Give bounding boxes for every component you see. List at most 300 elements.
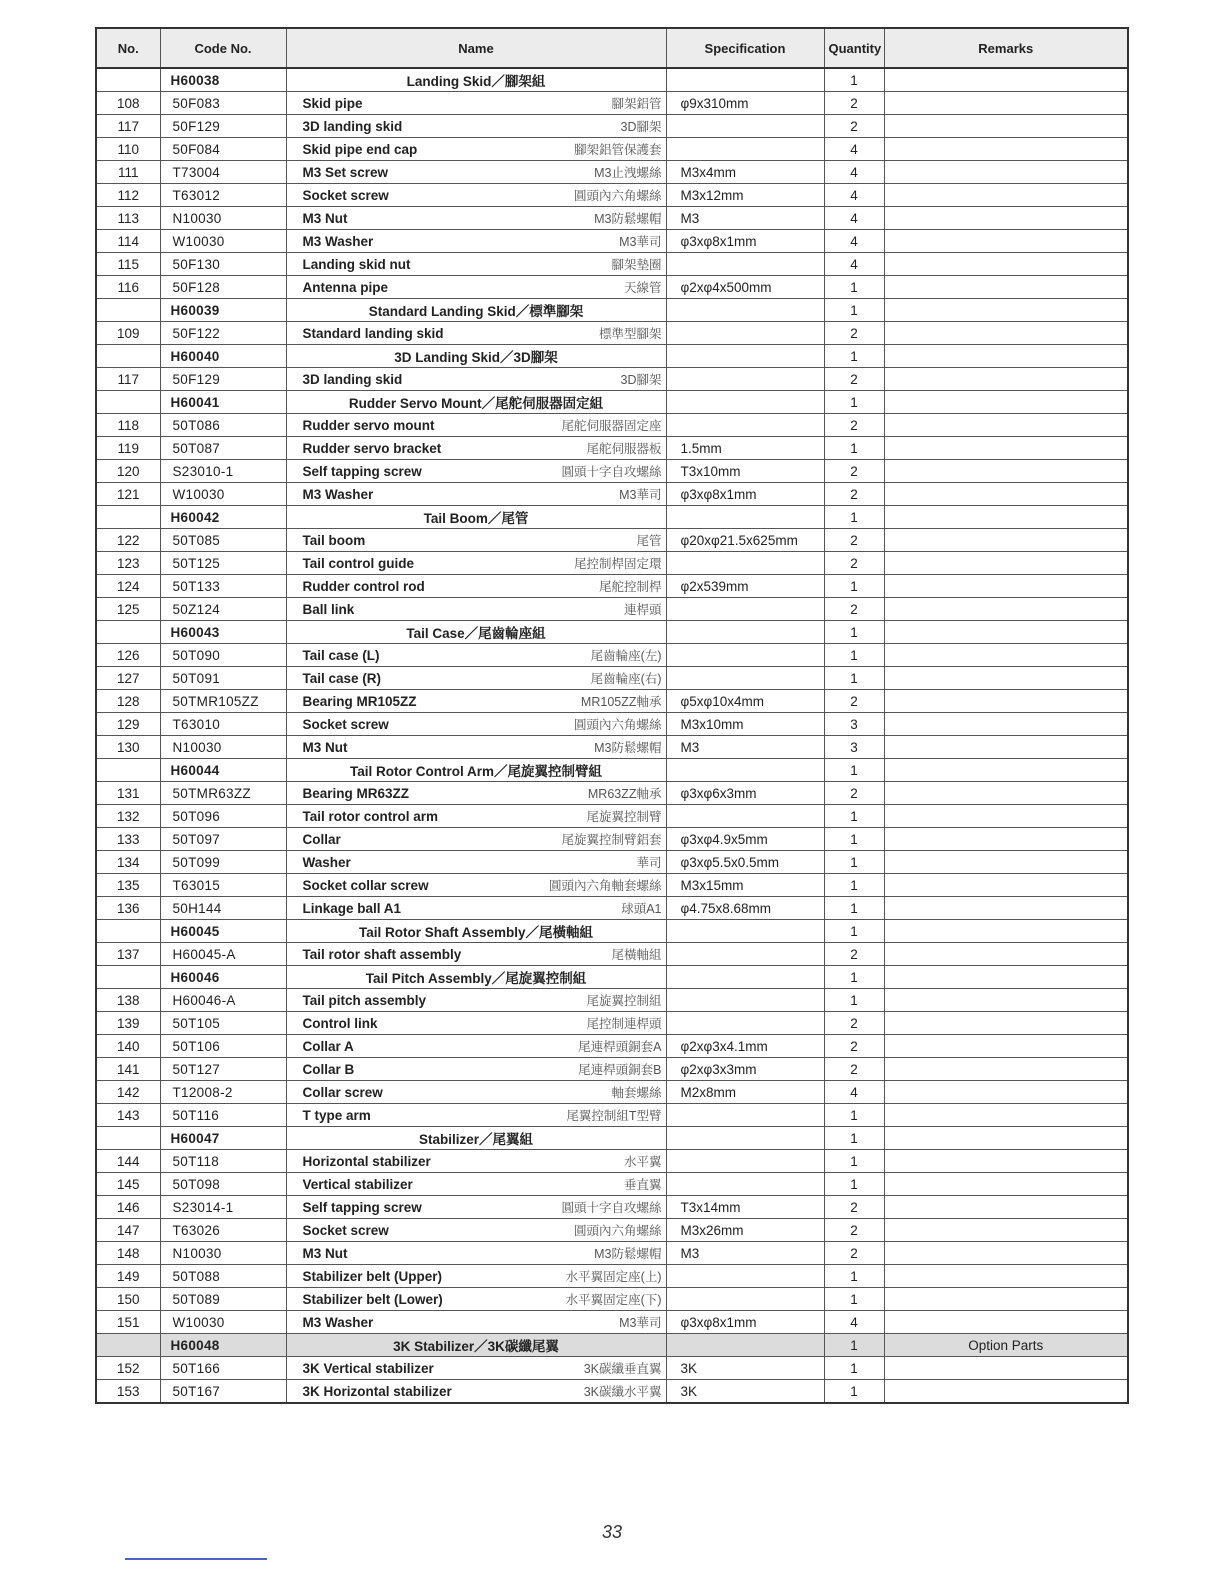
part-name-english: M3 Set screw	[302, 165, 389, 180]
part-name-cell	[286, 322, 666, 345]
part-remarks-cell	[884, 161, 1128, 184]
part-name-cell	[286, 1150, 666, 1173]
group-header-row	[96, 299, 1128, 322]
part-name-english: M3 Nut	[302, 211, 348, 226]
part-remarks-cell	[884, 483, 1128, 506]
group-code: H60038	[160, 68, 286, 92]
part-name-chinese: 連桿頭	[623, 603, 662, 617]
part-spec: 3K	[666, 1380, 824, 1404]
part-no: 125	[96, 598, 160, 621]
group-no-cell	[96, 299, 160, 322]
part-name-chinese: MR63ZZ軸承	[587, 787, 662, 801]
part-name-cell	[286, 92, 666, 115]
part-no: 108	[96, 92, 160, 115]
part-code: 50F122	[160, 322, 286, 345]
part-name-chinese: 垂直翼	[623, 1178, 662, 1192]
part-quantity: 4	[824, 230, 884, 253]
part-spec: φ3xφ5.5x0.5mm	[666, 851, 824, 874]
part-no: 128	[96, 690, 160, 713]
part-row	[96, 207, 1128, 230]
part-row	[96, 230, 1128, 253]
part-row	[96, 115, 1128, 138]
part-remarks-cell	[884, 138, 1128, 161]
group-spec-cell	[666, 1127, 824, 1150]
part-no: 140	[96, 1035, 160, 1058]
part-name-chinese: 尾管	[636, 534, 662, 548]
group-spec-cell	[666, 1334, 824, 1357]
part-name-cell	[286, 437, 666, 460]
part-no: 126	[96, 644, 160, 667]
part-row	[96, 1081, 1128, 1104]
part-name	[291, 1060, 662, 1078]
part-row	[96, 782, 1128, 805]
part-name-cell	[286, 230, 666, 253]
part-remarks-cell	[884, 1265, 1128, 1288]
part-quantity: 1	[824, 851, 884, 874]
part-remarks-cell	[884, 230, 1128, 253]
part-name-english: Self tapping screw	[302, 1200, 422, 1215]
part-no: 111	[96, 161, 160, 184]
group-quantity: 1	[824, 621, 884, 644]
part-quantity: 2	[824, 414, 884, 437]
part-name-cell	[286, 1380, 666, 1404]
part-row	[96, 184, 1128, 207]
part-spec: φ2xφ3x4.1mm	[666, 1035, 824, 1058]
part-row	[96, 322, 1128, 345]
part-name-chinese: 圓頭內六角螺絲	[573, 1224, 662, 1238]
part-name	[291, 163, 662, 181]
part-remarks-cell	[884, 322, 1128, 345]
part-no: 117	[96, 368, 160, 391]
part-name-cell	[286, 828, 666, 851]
group-header-row	[96, 920, 1128, 943]
part-row	[96, 805, 1128, 828]
group-no-cell	[96, 345, 160, 368]
part-spec: φ4.75x8.68mm	[666, 897, 824, 920]
part-name	[291, 94, 662, 112]
part-quantity: 1	[824, 1357, 884, 1380]
part-spec: M3x26mm	[666, 1219, 824, 1242]
part-name	[291, 876, 662, 894]
part-code: S23014-1	[160, 1196, 286, 1219]
part-code: 50T106	[160, 1035, 286, 1058]
part-spec	[666, 414, 824, 437]
part-no: 118	[96, 414, 160, 437]
part-name-chinese: 尾旋翼控制臂	[586, 810, 662, 824]
part-name	[291, 853, 662, 871]
part-code: 50T118	[160, 1150, 286, 1173]
part-name-chinese: 尾旋翼控制組	[586, 994, 662, 1008]
part-name-english: 3K Vertical stabilizer	[302, 1361, 434, 1376]
part-name-english: Ball link	[302, 602, 355, 617]
part-row	[96, 1288, 1128, 1311]
part-name-chinese: 尾連桿頭銅套B	[578, 1063, 662, 1077]
part-name-cell	[286, 989, 666, 1012]
part-name	[291, 1037, 662, 1055]
group-title: Tail Case／尾齒輪座組	[286, 621, 666, 644]
part-no: 147	[96, 1219, 160, 1242]
part-spec: φ5xφ10x4mm	[666, 690, 824, 713]
group-quantity: 1	[824, 68, 884, 92]
part-spec: T3x14mm	[666, 1196, 824, 1219]
part-no: 110	[96, 138, 160, 161]
part-row	[96, 1311, 1128, 1334]
part-quantity: 1	[824, 828, 884, 851]
group-no-cell	[96, 966, 160, 989]
part-spec: φ2x539mm	[666, 575, 824, 598]
part-name-english: Standard landing skid	[302, 326, 444, 341]
part-quantity: 2	[824, 782, 884, 805]
part-name	[291, 1221, 662, 1239]
part-name-cell	[286, 1035, 666, 1058]
part-name-cell	[286, 1012, 666, 1035]
part-row	[96, 1150, 1128, 1173]
part-name-english: 3D landing skid	[302, 119, 403, 134]
part-name-cell	[286, 598, 666, 621]
part-no: 116	[96, 276, 160, 299]
part-quantity: 1	[824, 644, 884, 667]
part-name-chinese: 圓頭內六角螺絲	[573, 718, 662, 732]
part-quantity: 1	[824, 1288, 884, 1311]
part-row	[96, 667, 1128, 690]
group-title: 3D Landing Skid／3D腳架	[286, 345, 666, 368]
part-code: N10030	[160, 736, 286, 759]
part-spec	[666, 322, 824, 345]
part-quantity: 1	[824, 575, 884, 598]
part-no: 130	[96, 736, 160, 759]
part-name-cell	[286, 1219, 666, 1242]
group-header-row	[96, 345, 1128, 368]
part-quantity: 2	[824, 943, 884, 966]
part-name	[291, 416, 662, 434]
part-remarks-cell	[884, 1012, 1128, 1035]
part-remarks-cell	[884, 989, 1128, 1012]
part-no: 141	[96, 1058, 160, 1081]
part-name-cell	[286, 897, 666, 920]
part-code: T63026	[160, 1219, 286, 1242]
group-no-cell	[96, 391, 160, 414]
group-spec-cell	[666, 920, 824, 943]
part-remarks-cell	[884, 1311, 1128, 1334]
part-remarks-cell	[884, 1380, 1128, 1404]
group-remarks	[884, 920, 1128, 943]
part-code: 50T096	[160, 805, 286, 828]
part-spec: φ3xφ8x1mm	[666, 230, 824, 253]
part-no: 124	[96, 575, 160, 598]
part-name	[291, 209, 662, 227]
group-no-cell	[96, 1127, 160, 1150]
part-spec	[666, 115, 824, 138]
part-no: 137	[96, 943, 160, 966]
part-name	[291, 554, 662, 572]
part-name-cell	[286, 690, 666, 713]
part-name-chinese: 華司	[636, 856, 662, 870]
group-header-row	[96, 1334, 1128, 1357]
group-quantity: 1	[824, 920, 884, 943]
group-remarks	[884, 68, 1128, 92]
part-name	[291, 186, 662, 204]
part-remarks-cell	[884, 1196, 1128, 1219]
group-remarks: Option Parts	[884, 1334, 1128, 1357]
header-code: Code No.	[160, 28, 286, 68]
part-name-english: Vertical stabilizer	[302, 1177, 413, 1192]
part-no: 151	[96, 1311, 160, 1334]
part-name	[291, 830, 662, 848]
part-spec: φ2xφ4x500mm	[666, 276, 824, 299]
part-code: N10030	[160, 1242, 286, 1265]
part-no: 113	[96, 207, 160, 230]
group-no-cell	[96, 759, 160, 782]
part-spec: M3	[666, 736, 824, 759]
part-row	[96, 1035, 1128, 1058]
part-row	[96, 1012, 1128, 1035]
part-name-chinese: 尾齒輪座(左)	[590, 649, 662, 663]
part-code: 50Z124	[160, 598, 286, 621]
part-no: 143	[96, 1104, 160, 1127]
group-header-row	[96, 506, 1128, 529]
part-quantity: 2	[824, 460, 884, 483]
part-name	[291, 531, 662, 549]
part-name	[291, 1175, 662, 1193]
part-name-cell	[286, 713, 666, 736]
part-name-cell	[286, 253, 666, 276]
group-remarks	[884, 621, 1128, 644]
part-name-cell	[286, 1242, 666, 1265]
part-no: 153	[96, 1380, 160, 1404]
part-spec	[666, 138, 824, 161]
part-name	[291, 715, 662, 733]
part-name	[291, 600, 662, 618]
part-name-english: Rudder servo mount	[302, 418, 435, 433]
part-remarks-cell	[884, 805, 1128, 828]
group-no-cell	[96, 621, 160, 644]
part-quantity: 4	[824, 253, 884, 276]
group-remarks	[884, 506, 1128, 529]
part-name-english: Skid pipe end cap	[302, 142, 418, 157]
part-name-chinese: M3防鬆螺帽	[594, 741, 662, 755]
part-remarks-cell	[884, 1219, 1128, 1242]
part-no: 109	[96, 322, 160, 345]
group-no-cell	[96, 1334, 160, 1357]
part-remarks-cell	[884, 184, 1128, 207]
part-code: 50T098	[160, 1173, 286, 1196]
part-row	[96, 644, 1128, 667]
part-quantity: 1	[824, 276, 884, 299]
part-quantity: 1	[824, 805, 884, 828]
part-no: 115	[96, 253, 160, 276]
part-name	[291, 278, 662, 296]
part-remarks-cell	[884, 460, 1128, 483]
part-row	[96, 437, 1128, 460]
part-name	[291, 1267, 662, 1285]
group-title: Standard Landing Skid／標準腳架	[286, 299, 666, 322]
part-name-cell	[286, 575, 666, 598]
part-code: H60046-A	[160, 989, 286, 1012]
part-remarks-cell	[884, 253, 1128, 276]
part-name-chinese: M3防鬆螺帽	[594, 212, 662, 226]
part-name	[291, 1359, 662, 1377]
part-no: 132	[96, 805, 160, 828]
part-name-english: Tail control guide	[302, 556, 415, 571]
part-remarks-cell	[884, 1058, 1128, 1081]
part-name-chinese: 尾控制連桿頭	[586, 1017, 662, 1031]
part-no: 136	[96, 897, 160, 920]
part-name-chinese: 3K碳纖水平翼	[583, 1385, 662, 1399]
part-no: 112	[96, 184, 160, 207]
part-remarks-cell	[884, 437, 1128, 460]
part-no: 131	[96, 782, 160, 805]
part-name-english: Skid pipe	[302, 96, 363, 111]
group-code: H60047	[160, 1127, 286, 1150]
part-remarks-cell	[884, 598, 1128, 621]
part-name-cell	[286, 529, 666, 552]
part-spec: M3	[666, 207, 824, 230]
part-spec	[666, 989, 824, 1012]
part-name-english: Control link	[302, 1016, 378, 1031]
parts-table	[95, 27, 1129, 1404]
part-quantity: 1	[824, 1173, 884, 1196]
part-remarks-cell	[884, 575, 1128, 598]
part-code: 50T125	[160, 552, 286, 575]
part-row	[96, 575, 1128, 598]
part-row	[96, 828, 1128, 851]
part-spec: M3x4mm	[666, 161, 824, 184]
part-row	[96, 368, 1128, 391]
part-name-english: 3K Horizontal stabilizer	[302, 1384, 452, 1399]
part-name-english: Socket collar screw	[302, 878, 429, 893]
part-row	[96, 943, 1128, 966]
part-name-english: Rudder servo bracket	[302, 441, 442, 456]
part-remarks-cell	[884, 92, 1128, 115]
part-remarks-cell	[884, 368, 1128, 391]
part-quantity: 2	[824, 115, 884, 138]
part-remarks-cell	[884, 851, 1128, 874]
part-quantity: 2	[824, 368, 884, 391]
part-code: 50T086	[160, 414, 286, 437]
group-remarks	[884, 759, 1128, 782]
part-spec	[666, 1012, 824, 1035]
group-code: H60048	[160, 1334, 286, 1357]
group-code: H60043	[160, 621, 286, 644]
group-code: H60045	[160, 920, 286, 943]
part-name-chinese: 圓頭內六角軸套螺絲	[548, 879, 662, 893]
part-row	[96, 1380, 1128, 1404]
part-row	[96, 460, 1128, 483]
part-name-cell	[286, 805, 666, 828]
part-name-english: Bearing MR105ZZ	[302, 694, 417, 709]
part-spec: M3x15mm	[666, 874, 824, 897]
header-row	[96, 28, 1128, 68]
part-code: 50F084	[160, 138, 286, 161]
part-quantity: 2	[824, 598, 884, 621]
part-code: 50T116	[160, 1104, 286, 1127]
part-row	[96, 736, 1128, 759]
part-row	[96, 253, 1128, 276]
part-quantity: 1	[824, 1150, 884, 1173]
part-name-english: Socket screw	[302, 188, 389, 203]
part-name-chinese: 尾翼控制組T型臂	[566, 1109, 662, 1123]
group-title: Tail Boom／尾管	[286, 506, 666, 529]
part-name-chinese: 腳架鋁管保護套	[573, 143, 662, 157]
part-name-chinese: 腳架墊圈	[611, 258, 662, 272]
part-spec: T3x10mm	[666, 460, 824, 483]
group-code: H60044	[160, 759, 286, 782]
part-quantity: 2	[824, 92, 884, 115]
part-no: 152	[96, 1357, 160, 1380]
part-spec: M3	[666, 1242, 824, 1265]
header-qty: Quantity	[824, 28, 884, 68]
part-remarks-cell	[884, 552, 1128, 575]
part-name	[291, 1244, 662, 1262]
part-name	[291, 232, 662, 250]
part-name-english: Tail case (R)	[302, 671, 382, 686]
part-remarks-cell	[884, 782, 1128, 805]
part-remarks-cell	[884, 276, 1128, 299]
part-no: 121	[96, 483, 160, 506]
part-quantity: 3	[824, 713, 884, 736]
part-name-cell	[286, 138, 666, 161]
part-no: 127	[96, 667, 160, 690]
part-row	[96, 1242, 1128, 1265]
part-name-chinese: 球頭A1	[621, 902, 662, 916]
part-name-cell	[286, 483, 666, 506]
header-remarks: Remarks	[884, 28, 1128, 68]
group-quantity: 1	[824, 506, 884, 529]
group-code: H60041	[160, 391, 286, 414]
part-code: S23010-1	[160, 460, 286, 483]
group-code: H60039	[160, 299, 286, 322]
part-name-chinese: 尾連桿頭銅套A	[578, 1040, 662, 1054]
part-code: W10030	[160, 230, 286, 253]
header-spec: Specification	[666, 28, 824, 68]
part-name-cell	[286, 1081, 666, 1104]
part-name-chinese: 水平翼固定座(上)	[565, 1270, 662, 1284]
part-name	[291, 1382, 662, 1400]
part-row	[96, 414, 1128, 437]
part-quantity: 2	[824, 1058, 884, 1081]
group-quantity: 1	[824, 299, 884, 322]
part-remarks-cell	[884, 207, 1128, 230]
part-code: 50TMR63ZZ	[160, 782, 286, 805]
part-row	[96, 1219, 1128, 1242]
part-name	[291, 945, 662, 963]
part-name-cell	[286, 1265, 666, 1288]
part-name-english: Collar A	[302, 1039, 354, 1054]
part-row	[96, 483, 1128, 506]
part-name	[291, 255, 662, 273]
part-name-chinese: 尾舵伺服器固定座	[561, 419, 662, 433]
group-no-cell	[96, 506, 160, 529]
part-name-cell	[286, 851, 666, 874]
group-spec-cell	[666, 506, 824, 529]
part-name-cell	[286, 1288, 666, 1311]
part-name	[291, 1106, 662, 1124]
part-no: 133	[96, 828, 160, 851]
part-remarks-cell	[884, 667, 1128, 690]
part-spec: φ3xφ8x1mm	[666, 483, 824, 506]
part-spec	[666, 1288, 824, 1311]
group-remarks	[884, 345, 1128, 368]
part-row	[96, 989, 1128, 1012]
part-spec: φ3xφ8x1mm	[666, 1311, 824, 1334]
part-name	[291, 324, 662, 342]
group-remarks	[884, 391, 1128, 414]
part-spec: φ2xφ3x3mm	[666, 1058, 824, 1081]
part-code: 50T105	[160, 1012, 286, 1035]
part-name	[291, 1313, 662, 1331]
part-remarks-cell	[884, 529, 1128, 552]
part-name	[291, 899, 662, 917]
